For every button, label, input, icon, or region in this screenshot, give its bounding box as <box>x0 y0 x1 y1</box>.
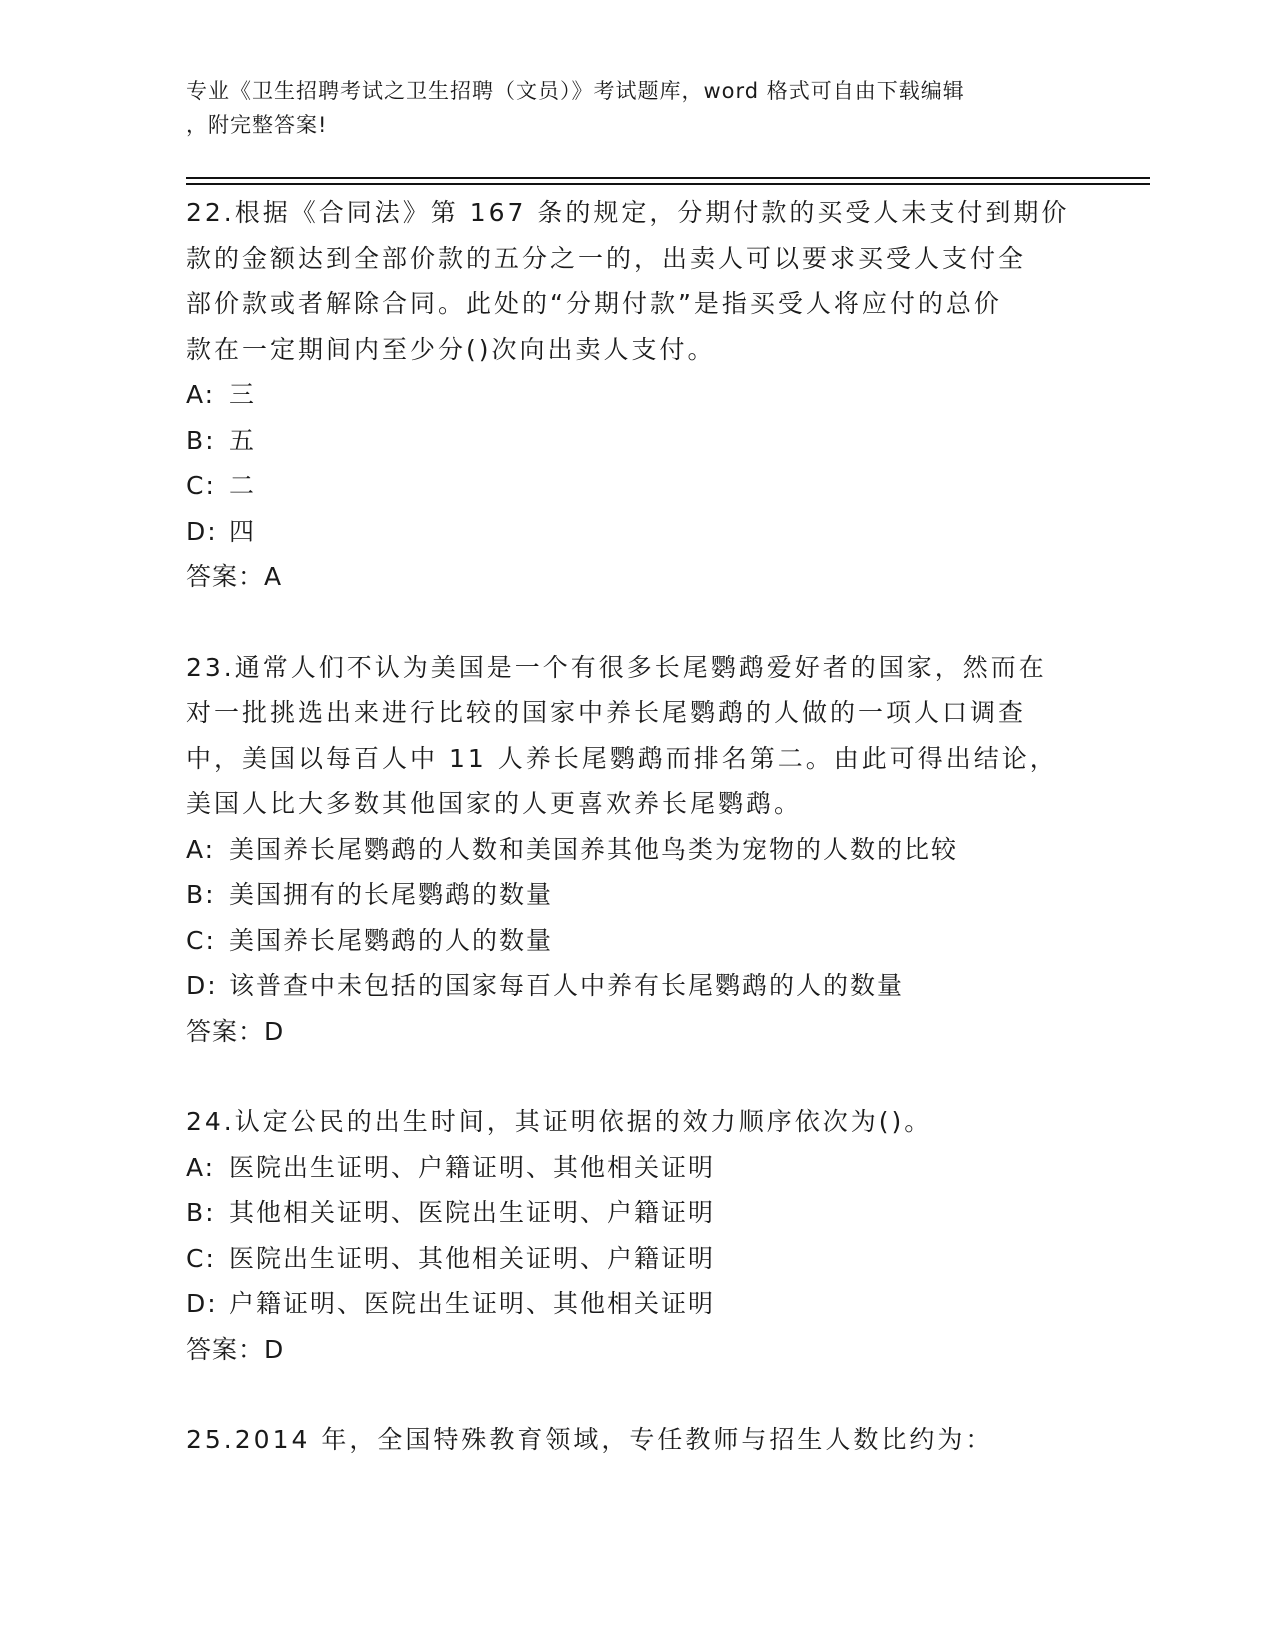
option-key: B: <box>186 1198 216 1227</box>
answer-line <box>186 554 1086 600</box>
option-a <box>186 1145 1086 1191</box>
stem-line: 部价款或者解除合同。此处的“分期付款”是指买受人将应付的总价 <box>186 289 1002 318</box>
option-key: C: <box>186 471 216 500</box>
question-spacer <box>186 1054 1086 1099</box>
stem-line: 款的金额达到全部价款的五分之一的，出卖人可以要求买受人支付全 <box>186 243 1027 273</box>
option-list <box>186 372 1086 554</box>
option-text: 美国养长尾鹦鹉的人数和美国养其他鸟类为宠物的人数的比较 <box>229 834 959 864</box>
answer-label: 答案： <box>186 562 265 591</box>
option-key: D: <box>186 971 218 1000</box>
question-stem <box>186 1417 1086 1463</box>
option-d <box>186 1281 1086 1327</box>
option-b <box>186 418 1086 464</box>
option-text: 医院出生证明、户籍证明、其他相关证明 <box>229 1152 716 1182</box>
option-text: 其他相关证明、医院出生证明、户籍证明 <box>229 1198 716 1227</box>
stem-line: 美国人比大多数其他国家的人更喜欢养长尾鹦鹉。 <box>186 789 803 818</box>
stem-line: 23.通常人们不认为美国是一个有很多长尾鹦鹉爱好者的国家，然而在 <box>186 652 1047 682</box>
stem-line: 24.认定公民的出生时间，其证明依据的效力顺序依次为()。 <box>186 1107 933 1136</box>
stem-line: 中，美国以每百人中 11 人养长尾鹦鹉而排名第二。由此可得出结论， <box>186 743 1058 773</box>
header-line-1: 专业《卫生招聘考试之卫生招聘（文员）》考试题库，word 格式可自由下载编辑 <box>186 79 965 103</box>
question-stem <box>186 190 1086 372</box>
header-line-2: ，附完整答案! <box>186 113 328 137</box>
option-key: A: <box>186 1152 216 1182</box>
option-key: D: <box>186 516 218 546</box>
option-key: A: <box>186 380 216 409</box>
option-key: B: <box>186 425 216 455</box>
option-key: C: <box>186 925 216 955</box>
answer-label: 答案： <box>186 1334 265 1364</box>
stem-line: 款在一定期间内至少分()次向出卖人支付。 <box>186 334 716 364</box>
option-text: 三 <box>229 380 257 409</box>
option-d <box>186 963 1086 1009</box>
option-text: 该普查中未包括的国家每百人中养有长尾鹦鹉的人的数量 <box>229 971 905 1000</box>
question-23 <box>186 645 1086 1055</box>
stem-line: 22.根据《合同法》第 167 条的规定，分期付款的买受人未支付到期价 <box>186 198 1070 227</box>
option-key: D: <box>186 1289 218 1318</box>
option-d <box>186 509 1086 555</box>
option-a <box>186 827 1086 873</box>
option-text: 美国养长尾鹦鹉的人的数量 <box>229 925 554 955</box>
question-stem <box>186 1099 1086 1145</box>
question-22 <box>186 190 1086 600</box>
question-25 <box>186 1417 1086 1463</box>
answer-value: A <box>264 562 282 591</box>
option-b <box>186 872 1086 918</box>
option-a <box>186 372 1086 418</box>
header-divider-top <box>186 177 1150 179</box>
answer-line <box>186 1009 1086 1055</box>
question-24 <box>186 1099 1086 1372</box>
question-spacer <box>186 1372 1086 1417</box>
option-list <box>186 1145 1086 1327</box>
answer-label: 答案： <box>186 1016 265 1046</box>
option-text: 四 <box>229 516 257 546</box>
option-text: 医院出生证明、其他相关证明、户籍证明 <box>229 1243 716 1273</box>
question-list <box>186 190 1086 1463</box>
option-key: A: <box>186 834 216 864</box>
question-spacer <box>186 600 1086 645</box>
header-divider-bottom <box>186 183 1150 185</box>
answer-value: D <box>264 1016 284 1046</box>
option-text: 户籍证明、医院出生证明、其他相关证明 <box>229 1289 716 1318</box>
option-c <box>186 1236 1086 1282</box>
answer-line <box>186 1327 1086 1373</box>
document-header <box>186 74 1086 142</box>
option-text: 二 <box>229 471 257 500</box>
option-key: B: <box>186 880 216 909</box>
option-b <box>186 1190 1086 1236</box>
option-c <box>186 463 1086 509</box>
answer-value: D <box>264 1334 284 1364</box>
option-c <box>186 918 1086 964</box>
stem-line: 对一批挑选出来进行比较的国家中养长尾鹦鹉的人做的一项人口调查 <box>186 698 1027 727</box>
option-key: C: <box>186 1243 216 1273</box>
stem-line: 25.2014 年，全国特殊教育领域，专任教师与招生人数比约为： <box>186 1425 994 1454</box>
question-stem <box>186 645 1086 827</box>
option-text: 五 <box>229 425 257 455</box>
option-list <box>186 827 1086 1009</box>
option-text: 美国拥有的长尾鹦鹉的数量 <box>229 880 554 909</box>
